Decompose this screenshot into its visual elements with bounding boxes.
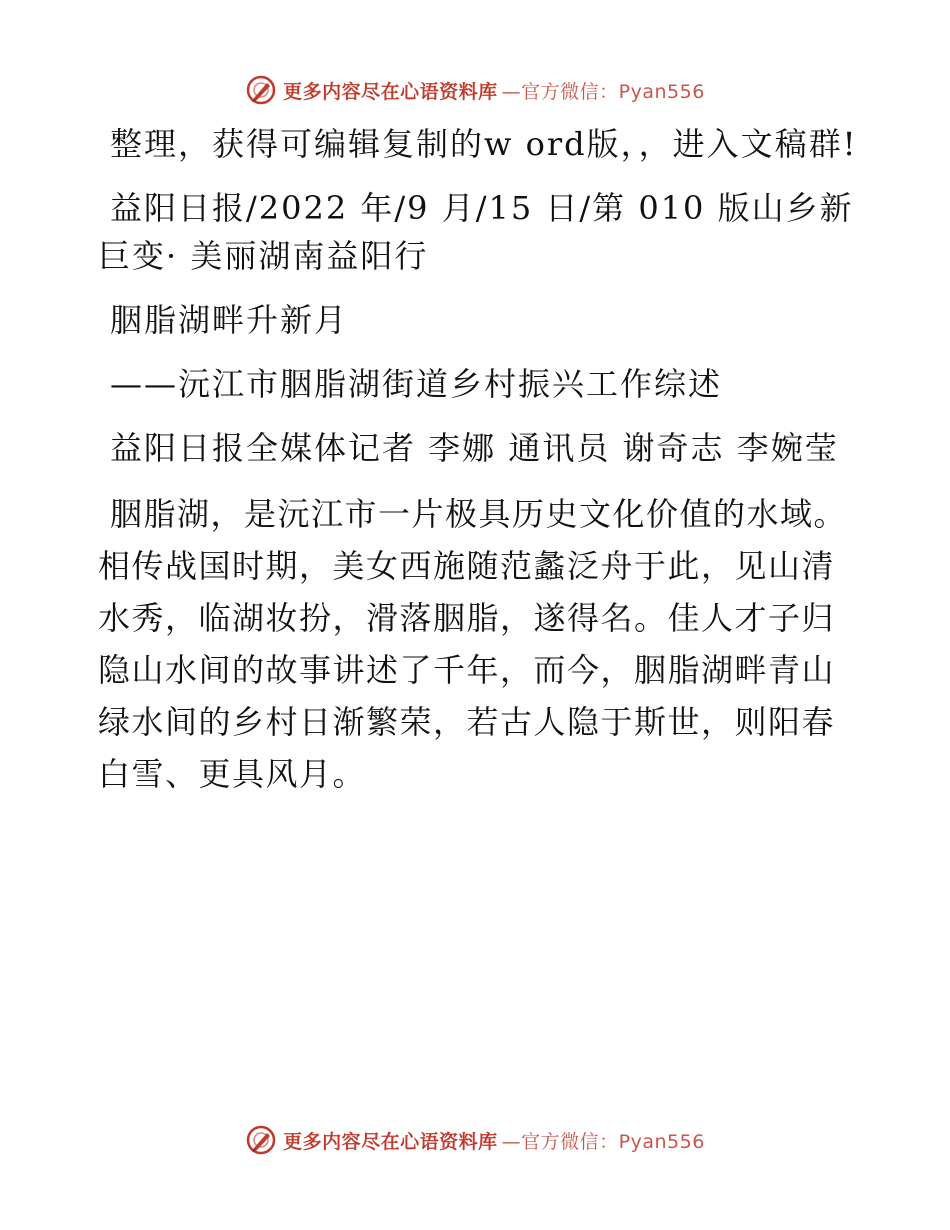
watermark-contact-text: —官方微信：Pyan556 [501, 1130, 705, 1153]
article-title: 胭脂湖畔升新月 [110, 301, 349, 339]
article-subtitle: ——沅江市胭脂湖街道乡村振兴工作综述 [110, 365, 723, 403]
document-body [98, 120, 858, 816]
watermark-main-text: 更多内容尽在心语资料库 [283, 80, 498, 103]
byline: 益阳日报全媒体记者 李娜 通讯员 谢奇志 李婉莹 [110, 429, 839, 467]
pen-circle-icon [245, 74, 277, 106]
watermark-main-text: 更多内容尽在心语资料库 [283, 1130, 498, 1153]
footer-watermark [0, 1120, 950, 1160]
pen-circle-icon [245, 1124, 277, 1156]
header-watermark [0, 70, 950, 110]
source-line: 益阳日报/2022 年/9 月/15 日/第 010 版山乡新巨变· 美丽湖南益阳行 [98, 189, 854, 275]
watermark-contact-text: —官方微信：Pyan556 [501, 80, 705, 103]
intro-note: 整理，获得可编辑复制的w ord版，，进入文稿群! [110, 125, 858, 163]
body-paragraph: 胭脂湖，是沅江市一片极具历史文化价值的水域。相传战国时期，美女西施随范蠡泛舟于此，见山清水秀，临湖妆扮，滑落胭脂，遂得名。佳人才子归隐山水间的故事讲述了千年，而今，胭脂湖畔青山绿水间的乡村日渐繁荣，若古人隐于斯世，则阳春白雪、更具风月。 [98, 495, 848, 793]
